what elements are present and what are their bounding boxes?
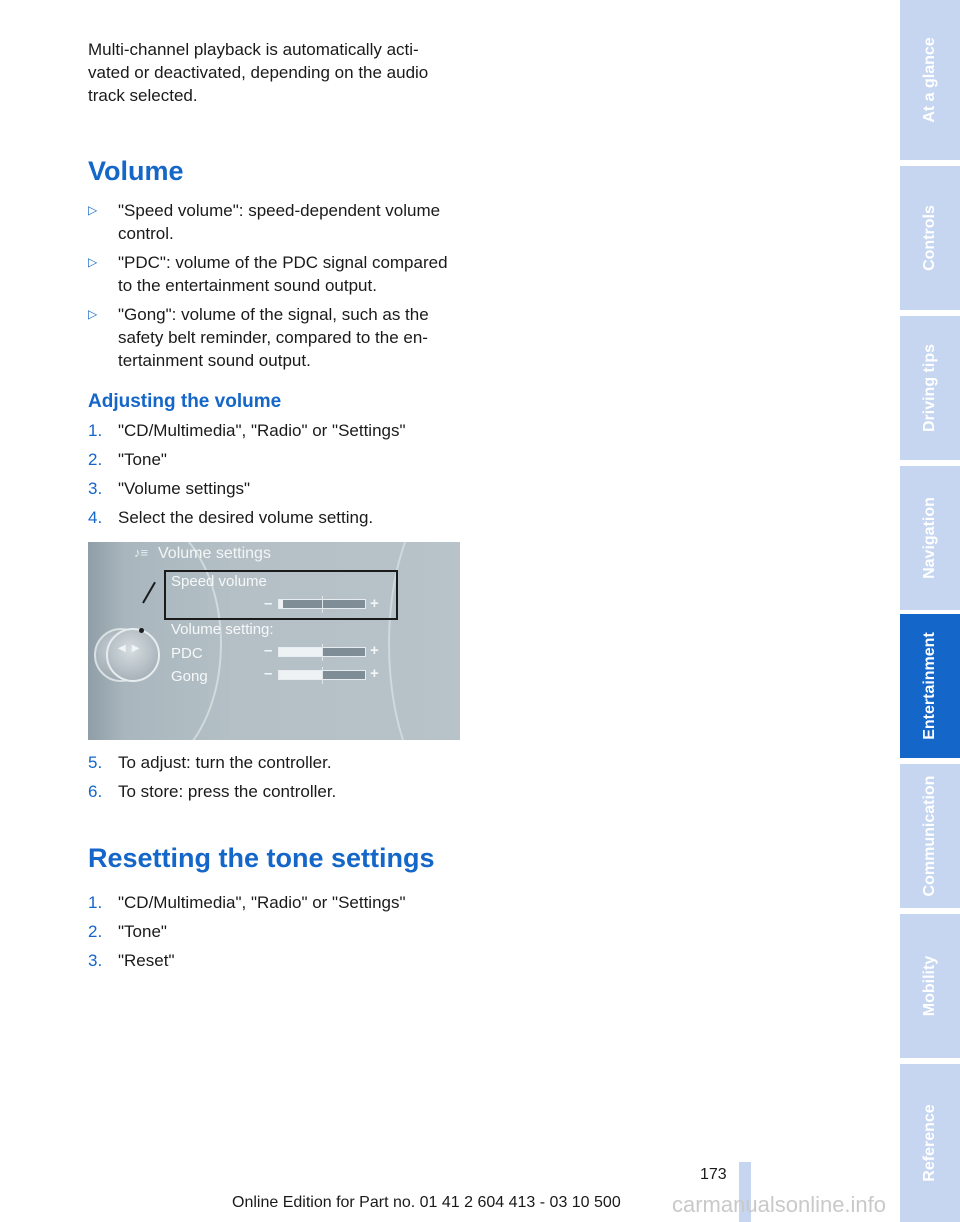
volume-bullet-list	[88, 199, 468, 378]
watermark: carmanualsonline.info	[672, 1192, 887, 1217]
step-number: 3.	[88, 479, 103, 498]
pdc-label: PDC	[171, 645, 203, 662]
slider-center-tick	[322, 644, 323, 661]
volume-settings-screenshot	[88, 542, 460, 740]
bullet-line: safety belt reminder, compared to the en-	[118, 328, 428, 347]
tab-label: At a glance	[921, 37, 938, 123]
tab-controls[interactable]	[900, 166, 960, 310]
intro-line: Multi-channel playback is automatically acti-	[88, 40, 419, 59]
list-item	[88, 251, 468, 297]
screen-title: Volume settings	[158, 545, 271, 562]
step-text: "CD/Multimedia", "Radio" or "Settings"	[118, 893, 406, 912]
step-number: 6.	[88, 782, 103, 801]
volume-heading: Volume	[88, 156, 184, 186]
tab-label: Communication	[921, 775, 938, 897]
slider-fill	[279, 648, 322, 656]
controller-arrows-icon: ◀▶	[118, 643, 146, 654]
tab-entertainment[interactable]	[900, 614, 960, 758]
controller-knob[interactable]	[106, 628, 160, 682]
minus-icon[interactable]: –	[264, 595, 273, 612]
step-text: Select the desired volume setting.	[118, 508, 374, 527]
adjusting-steps-continued	[88, 751, 468, 809]
bullet-line: to the entertainment sound output.	[118, 276, 377, 295]
callout-dot	[139, 628, 144, 633]
list-item	[88, 477, 468, 500]
speed-volume-slider[interactable]	[278, 599, 366, 609]
tab-navigation[interactable]	[900, 466, 960, 610]
step-text: "Reset"	[118, 951, 175, 970]
minus-icon[interactable]: –	[264, 642, 273, 659]
bullet-line: "PDC": volume of the PDC signal compared	[118, 253, 448, 272]
triangle-bullet-icon: ▷	[88, 203, 98, 217]
plus-icon[interactable]: +	[370, 665, 379, 682]
volume-setting-label: Volume setting:	[171, 621, 274, 638]
tab-label: Navigation	[921, 497, 938, 579]
list-item	[88, 506, 468, 529]
reset-steps-list	[88, 891, 468, 978]
reset-heading: Resetting the tone settings	[88, 843, 435, 873]
tab-at-a-glance[interactable]	[900, 0, 960, 160]
step-number: 4.	[88, 508, 103, 527]
list-item	[88, 751, 468, 774]
tab-driving-tips[interactable]	[900, 316, 960, 460]
tab-label: Driving tips	[921, 343, 938, 433]
step-number: 2.	[88, 450, 103, 469]
step-number: 2.	[88, 922, 103, 941]
display-arc	[388, 542, 460, 740]
slider-fill	[279, 671, 322, 679]
step-text: To adjust: turn the controller.	[118, 753, 332, 772]
bullet-line: "Speed volume": speed-dependent volume	[118, 201, 441, 220]
list-item	[88, 891, 468, 914]
intro-line: track selected.	[88, 86, 198, 105]
adjusting-volume-heading: Adjusting the volume	[88, 391, 282, 412]
step-text: "CD/Multimedia", "Radio" or "Settings"	[118, 421, 406, 440]
gong-slider[interactable]	[278, 670, 366, 680]
plus-icon[interactable]: +	[370, 642, 379, 659]
edition-footer: Online Edition for Part no. 01 41 2 604 413 - 03 10 500	[232, 1194, 621, 1211]
speaker-settings-icon: ♪≡	[134, 545, 149, 560]
slider-center-tick	[322, 596, 323, 613]
step-text: "Tone"	[118, 922, 167, 941]
pdc-slider[interactable]	[278, 647, 366, 657]
tab-label: Mobility	[921, 955, 938, 1017]
list-item	[88, 949, 468, 972]
list-item	[88, 199, 468, 245]
step-text: "Volume settings"	[118, 479, 251, 498]
triangle-bullet-icon: ▷	[88, 307, 98, 321]
list-item	[88, 920, 468, 943]
page-number: 173	[700, 1166, 727, 1183]
gong-label: Gong	[171, 668, 208, 685]
list-item	[88, 303, 468, 372]
slider-center-tick	[322, 667, 323, 684]
bullet-line: tertainment sound output.	[118, 351, 311, 370]
speed-volume-label: Speed volume	[171, 573, 267, 590]
step-number: 1.	[88, 421, 103, 440]
chapter-sidebar	[900, 0, 960, 1222]
step-number: 5.	[88, 753, 103, 772]
tab-reference[interactable]	[900, 1064, 960, 1222]
step-text: To store: press the controller.	[118, 782, 337, 801]
list-item	[88, 419, 468, 442]
tab-label: Reference	[921, 1104, 938, 1182]
slider-fill	[279, 600, 283, 608]
adjusting-steps-list	[88, 419, 468, 535]
bullet-line: control.	[118, 224, 174, 243]
tab-mobility[interactable]	[900, 914, 960, 1058]
list-item	[88, 448, 468, 471]
intro-line: vated or deactivated, depending on the audio	[88, 63, 429, 82]
bullet-line: "Gong": volume of the signal, such as the	[118, 305, 429, 324]
step-number: 3.	[88, 951, 103, 970]
list-item	[88, 780, 468, 803]
intro-paragraph	[88, 38, 468, 107]
minus-icon[interactable]: –	[264, 665, 273, 682]
step-text: "Tone"	[118, 450, 167, 469]
triangle-bullet-icon: ▷	[88, 255, 98, 269]
tab-label: Entertainment	[921, 632, 938, 740]
tab-communication[interactable]	[900, 764, 960, 908]
step-number: 1.	[88, 893, 103, 912]
tab-label: Controls	[921, 205, 938, 271]
plus-icon[interactable]: +	[370, 595, 379, 612]
